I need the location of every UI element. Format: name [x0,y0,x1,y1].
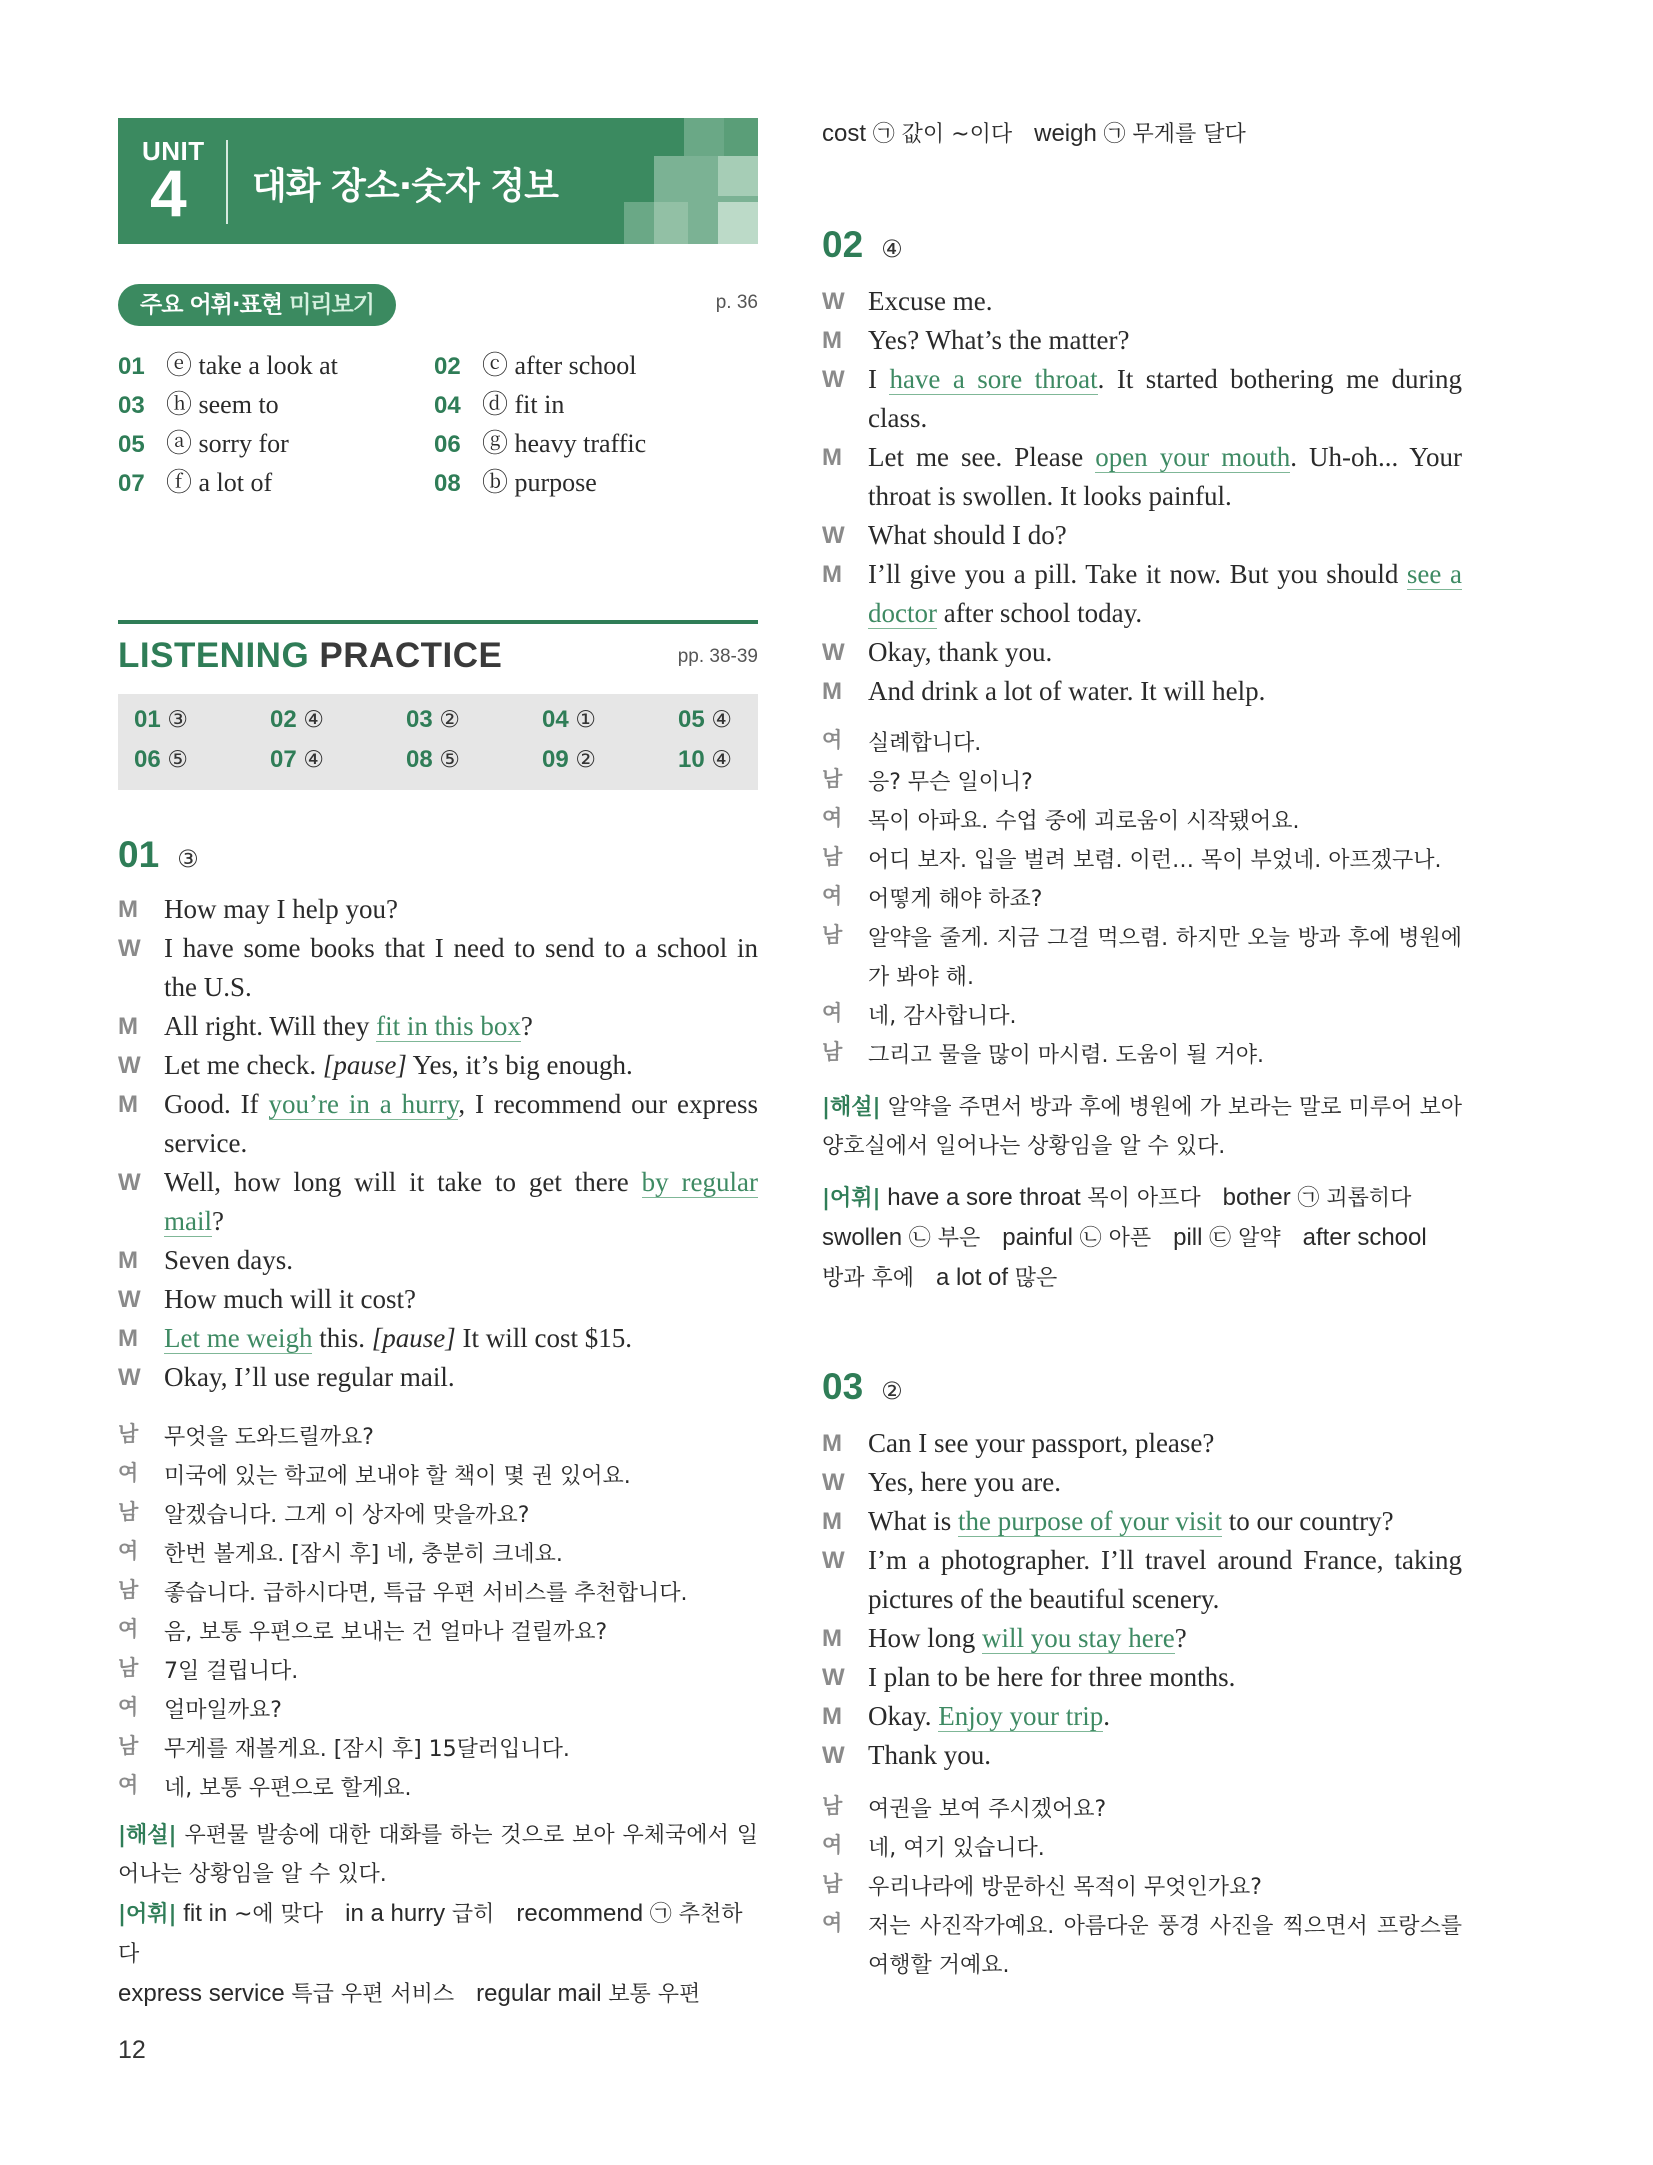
translation-line: 여 실례합니다. [822,728,982,756]
preview-item: 06 ⓖ heavy traffic [434,429,647,458]
translation-line: 남 알겠습니다. 그게 이 상자에 맞을까요? [118,1500,530,1528]
answer-key-box [118,694,758,790]
dialogue-03 [822,1424,1462,1775]
dialogue-line: M Good. If you’re in a hurry, I recommend our express service. [118,1089,759,1158]
dialogue-line: M All right. Will they fit in this box? [118,1011,533,1041]
translation-01 [118,1418,758,1808]
question-header-03: 03 ② [822,1366,903,1407]
preview-page-ref: p. 36 [715,292,758,313]
unit-label: UNIT [142,136,205,166]
vocabulary-01-continued: cost ㉠ 값이 ~이다 weigh ㉠ 무게를 달다 [822,120,1246,147]
translation-line: 남 알약을 줄게. 지금 그걸 먹으렴. 하지만 오늘 방과 후에 병원에 가 봐야 해. [822,923,1462,990]
translation-line: 남 좋습니다. 급하시다면, 특급 우편 서비스를 추천합니다. [118,1578,688,1606]
dialogue-line: W Yes, here you are. [822,1467,1061,1497]
preview-item: 02 ⓒ after school [434,351,637,380]
dialogue-line: W Excuse me. [822,286,993,316]
dialogue-line: M What is the purpose of your visit to our country? [822,1506,1394,1536]
translation-02 [822,724,1462,1075]
dialogue-line: M Let me weigh this. [pause] It will cost $15. [118,1323,632,1353]
translation-line: 여 네, 보통 우편으로 할게요. [118,1773,412,1801]
vocabulary-02: |어휘| have a sore throat 목이 아프다 bother ㉠ 괴롭히다 swollen ㉡ 부은 painful ㉡ 아픈 pill ㉢ 알약 after school 방과 후에 a lot of 많은 [822,1184,1427,1291]
explanation-02: |해설| 알약을 주면서 방과 후에 병원에 가 보라는 말로 미루어 보아 양호실에서 일어나는 상황임을 알 수 있다. [822,1095,1462,1159]
dialogue-01 [118,890,758,1397]
answer-key-item: 09 ② [542,746,596,773]
translation-line: 여 얼마일까요? [118,1695,282,1723]
unit-title: 대화 장소·숫자 정보 [252,166,558,207]
translation-line: 여 네, 감사합니다. [822,1001,1017,1029]
translation-line: 남 7일 걸립니다. [118,1656,299,1684]
unit-number: 4 [150,156,187,230]
dialogue-line: W I have a sore throat. It started bothering me during class. [822,364,1462,433]
translation-line: 여 미국에 있는 학교에 보내야 할 책이 몇 권 있어요. [118,1461,631,1489]
answer-key-item: 08 ⑤ [406,746,460,773]
translation-line: 남 여권을 보여 주시겠어요? [822,1794,1107,1822]
dialogue-line: W What should I do? [822,520,1067,550]
translation-line: 여 음, 보통 우편으로 보내는 건 얼마나 걸릴까요? [118,1617,608,1645]
dialogue-line: W I plan to be here for three months. [822,1662,1236,1692]
preview-item: 08 ⓑ purpose [434,468,597,497]
dialogue-line: M I’ll give you a pill. Take it now. But you should see a doctor after school today. [822,559,1462,628]
translation-line: 남 응? 무슨 일이니? [822,767,1033,795]
dialogue-line: M Can I see your passport, please? [822,1428,1215,1458]
translation-line: 여 목이 아파요. 수업 중에 괴로움이 시작됐어요. [822,806,1300,834]
translation-line: 여 네, 여기 있습니다. [822,1833,1045,1861]
dialogue-line: M How may I help you? [118,894,398,924]
answer-key-item: 02 ④ [270,706,324,733]
translation-line: 남 무게를 재볼게요. [잠시 후] 15달러입니다. [118,1734,570,1762]
unit-divider [226,140,228,224]
dialogue-line: M Yes? What’s the matter? [822,325,1130,355]
dialogue-line: W I have some books that I need to send to a school in the U.S. [118,933,758,1002]
listening-practice-title: LISTENING PRACTICE [118,636,503,675]
translation-line: 남 그리고 물을 많이 마시렴. 도움이 될 거야. [822,1040,1264,1068]
answer-key-item: 05 ④ [678,706,732,733]
answer-key-item: 10 ④ [678,746,732,773]
dialogue-line: M How long will you stay here? [822,1623,1187,1653]
unit-banner [118,118,758,244]
dialogue-line: W Okay, I’ll use regular mail. [118,1362,455,1392]
translation-line: 여 어떻게 해야 하죠? [822,884,1043,912]
explanation-01: |해설| 우편물 발송에 대한 대화를 하는 것으로 보아 우체국에서 일어나는 상황임을 알 수 있다. [118,1823,758,1887]
preview-item: 03 ⓗ seem to [118,390,279,419]
preview-item: 04 ⓓ fit in [434,390,565,419]
translation-line: 남 어디 보자. 입을 벌려 보렴. 이런… 목이 부었네. 아프겠구나. [822,845,1442,873]
section-rule [118,620,758,624]
preview-item: 07 ⓕ a lot of [118,468,273,497]
dialogue-line: W Thank you. [822,1740,991,1770]
question-header-01: 01 ③ [118,834,199,875]
dialogue-line: M Let me see. Please open your mouth. Uh-oh... Your throat is swollen. It looks painful. [822,442,1462,511]
answer-key-item: 03 ② [406,706,460,733]
translation-line: 여 한번 볼게요. [잠시 후] 네, 충분히 크네요. [118,1539,563,1567]
dialogue-line: W How much will it cost? [118,1284,416,1314]
translation-line: 남 우리나라에 방문하신 목적이 무엇인가요? [822,1872,1262,1900]
dialogue-line: M Seven days. [118,1245,293,1275]
answer-key-item: 04 ① [542,706,596,733]
dialogue-02 [822,282,1462,711]
preview-heading: 주요 어휘·표현 미리보기 [118,284,396,326]
practice-page-ref: pp. 38-39 [677,646,758,667]
dialogue-line: W Okay, thank you. [822,637,1053,667]
translation-line: 여 저는 사진작가예요. 아름다운 풍경 사진을 찍으면서 프랑스를 여행할 거예요. [822,1911,1462,1978]
dialogue-line: W Well, how long will it take to get there by regular mail? [118,1167,758,1236]
dialogue-line: M Okay. Enjoy your trip. [822,1701,1110,1731]
dialogue-line: W I’m a photographer. I’ll travel around France, taking pictures of the beautiful scenery. [822,1545,1462,1614]
dialogue-line: M And drink a lot of water. It will help. [822,676,1266,706]
dialogue-line: W Let me check. [pause] Yes, it’s big enough. [118,1050,633,1080]
translation-line: 남 무엇을 도와드릴까요? [118,1422,374,1450]
answer-key-item: 07 ④ [270,746,324,773]
page-number: 12 [118,2036,146,2064]
preview-item: 01 ⓔ take a look at [118,351,338,380]
answer-key-item: 01 ③ [134,706,188,733]
answer-key-item: 06 ⑤ [134,746,188,773]
preview-item: 05 ⓐ sorry for [118,429,289,458]
translation-03 [822,1790,1462,1985]
question-header-02: 02 ④ [822,224,903,265]
vocabulary-01: |어휘| fit in ~에 맞다 in a hurry 급히 recommend ㉠ 추천하다 express service 특급 우편 서비스 regular mail 보통 우편 [118,1900,743,2007]
